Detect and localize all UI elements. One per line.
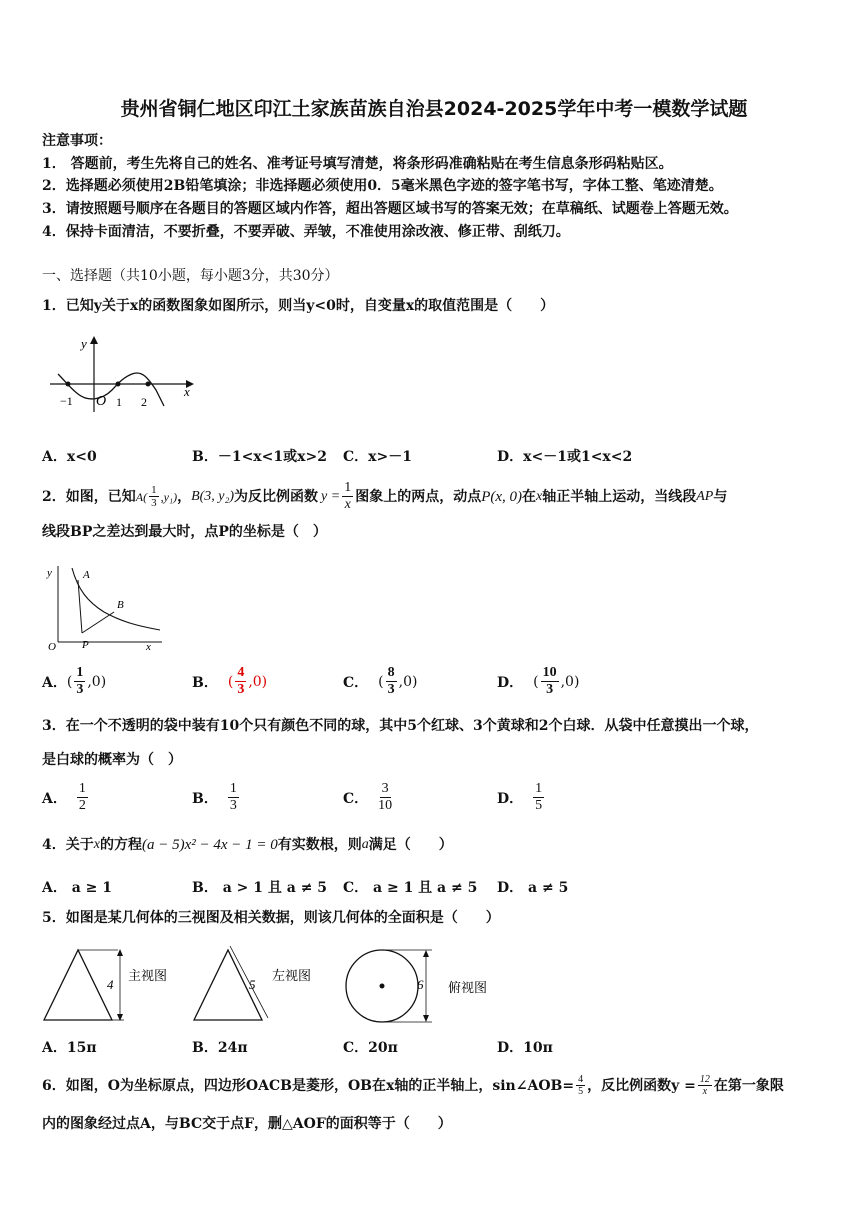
fraction-denominator: 3 — [237, 682, 245, 697]
option-fraction — [386, 665, 397, 698]
q3-option-b — [192, 781, 241, 814]
q2-text-on: 在 — [522, 488, 537, 505]
q1-graph-y-label: y — [81, 336, 87, 351]
q1-option-b: B．－1<x<1或x>2 — [192, 449, 327, 465]
fraction-numerator: 4 — [237, 665, 245, 680]
q5-front-height-label: 4 — [107, 977, 114, 992]
q2-point-a-start: A( — [135, 489, 148, 504]
q2-graph-x-label: x — [146, 641, 151, 652]
fraction-denominator: 3 — [387, 682, 395, 697]
q2-graph-y-label: y — [47, 567, 52, 579]
q4-option-a: A． a ≥ 1 — [42, 880, 113, 896]
fraction-denominator: 5 — [535, 798, 543, 813]
q2-text-func: 为反比例函数 — [234, 488, 319, 505]
q2-point-b: B(3, y₂) — [191, 488, 235, 504]
q6-sin-fraction — [576, 1074, 585, 1097]
q1-option-d: D．x<－1或1<x<2 — [497, 449, 633, 465]
q5-top-view-label: 俯视图 — [448, 980, 488, 995]
option-fraction — [541, 665, 559, 698]
q2-text-axis: 轴正半轴上运动，当线段 — [542, 488, 697, 505]
question-4-text — [42, 836, 453, 854]
q4-text-condition: 满足（ ） — [368, 837, 453, 853]
q4-option-d: D． a ≠ 5 — [497, 880, 569, 896]
q6-text-quadrant: 在第一象限 — [713, 1077, 784, 1094]
note-item: 4．保持卡面清洁，不要折叠，不要弄破、弄皱，不准使用涂改液、修正带、刮纸刀。 — [42, 224, 570, 240]
q4-equation: (a − 5)x² − 4x − 1 = 0 — [141, 837, 278, 853]
q2-option-d — [497, 665, 579, 698]
q4-text-lead: 4．关于 — [42, 837, 94, 853]
option-tail: ,0) — [248, 673, 268, 690]
q5-three-views-figure — [40, 944, 492, 1026]
q1-graph-tick-2: 2 — [141, 395, 147, 409]
q2-text-lead: 2．如图，已知 — [42, 488, 136, 505]
fraction-numerator: 1 — [78, 781, 86, 796]
option-paren: ( — [227, 673, 234, 690]
q2-option-a — [42, 665, 106, 698]
fraction-numerator: 1 — [344, 480, 352, 495]
fraction-denominator: x — [344, 497, 351, 512]
option-fraction — [533, 781, 544, 814]
q4-text-equation-label: 的方程 — [99, 837, 142, 853]
fraction-numerator: 1 — [151, 484, 157, 496]
q2-point-a-fraction — [149, 484, 159, 509]
page-title: 贵州省铜仁地区印江土家族苗族自治县2024-2025学年中考一模数学试题 — [120, 98, 748, 120]
fraction-denominator: 2 — [78, 798, 86, 813]
question-1-text: 1．已知y关于x的函数图象如图所示，则当y<0时，自变量x的取值范围是（ ） — [42, 298, 555, 314]
option-fraction — [378, 781, 392, 814]
note-item: 1． 答题前，考生先将自己的姓名、准考证号填写清楚，将条形码准确粘贴在考生信息条形码粘贴区。 — [42, 156, 673, 172]
fraction-denominator: 10 — [378, 798, 393, 813]
fraction-denominator: 3 — [151, 497, 157, 509]
option-label: A． — [42, 674, 67, 691]
q3-option-c — [343, 781, 394, 814]
fraction-numerator: 8 — [387, 665, 395, 680]
question-2-line-1 — [42, 480, 727, 513]
q5-option-c: C．20π — [343, 1040, 398, 1056]
fraction-numerator: 4 — [578, 1074, 584, 1085]
fraction-numerator: 10 — [542, 665, 557, 680]
q1-option-a: A．x<0 — [42, 449, 97, 465]
q6-text-func: ，反比例函数y = — [587, 1077, 696, 1094]
fraction-numerator: 12 — [699, 1074, 710, 1085]
option-tail: ,0) — [398, 673, 418, 690]
fraction-denominator: 3 — [76, 682, 84, 697]
q2-text-and: 与 — [713, 488, 728, 505]
q2-point-p: P(x, 0) — [481, 488, 523, 505]
q2-graph-origin-label: O — [48, 641, 56, 652]
q4-option-c: C． a ≥ 1 且 a ≠ 5 — [343, 880, 478, 896]
option-label: B． — [192, 674, 218, 691]
q6-k-fraction — [698, 1074, 712, 1097]
option-label: A． — [42, 790, 67, 807]
question-6-line-1 — [42, 1074, 784, 1097]
notes-heading: 注意事项： — [42, 133, 112, 149]
q3-option-d — [497, 781, 546, 814]
option-label: C． — [343, 674, 369, 691]
option-paren: ( — [533, 673, 539, 690]
question-6-line-2: 内的图象经过点A，与BC交于点F，删△AOF的面积等于（ ） — [42, 1116, 452, 1132]
option-label: C． — [343, 790, 369, 807]
fraction-numerator: 1 — [535, 781, 543, 796]
q5-option-a: A．15π — [42, 1040, 97, 1056]
q5-left-slant-label: 5 — [249, 977, 256, 992]
q1-function-graph — [44, 334, 204, 414]
q5-option-d: D．10π — [497, 1040, 553, 1056]
option-paren: ( — [66, 673, 73, 690]
question-2-line-2: 线段BP之差达到最大时，点P的坐标是（ ） — [42, 524, 327, 540]
option-fraction — [228, 781, 239, 814]
q2-option-b — [192, 665, 267, 698]
option-fraction — [77, 781, 88, 814]
question-3-line-2: 是白球的概率为（ ） — [42, 752, 182, 768]
q2-graph-point-a: A — [83, 569, 90, 581]
fraction-numerator: 3 — [381, 781, 389, 796]
option-label: D． — [497, 790, 524, 807]
q1-option-c: C．x>－1 — [343, 449, 412, 465]
note-item: 3．请按照题号顺序在各题目的答题区域内作答，超出答题区域书写的答案无效；在草稿纸、试题卷上答题无效。 — [42, 201, 738, 217]
q4-a-var: a — [361, 837, 369, 852]
option-label: D． — [497, 674, 524, 691]
fraction-denominator: 5 — [578, 1086, 584, 1097]
q2-point-a-end: ,y₁) — [160, 489, 178, 504]
q2-text-comma: ， — [177, 488, 192, 505]
q3-option-a — [42, 781, 90, 814]
q1-graph-origin-label: O — [96, 394, 107, 409]
fraction-numerator: 1 — [229, 781, 237, 796]
q1-graph-x-label: x — [184, 384, 190, 399]
option-tail: ,0) — [560, 673, 580, 690]
q1-graph-tick-neg1: −1 — [60, 394, 73, 408]
q5-option-b: B．24π — [192, 1040, 248, 1056]
note-item: 2．选择题必须使用2B铅笔填涂；非选择题必须使用0．5毫米黑色字迹的签字笔书写，字体工整、笔迹清楚。 — [42, 178, 723, 194]
q4-option-b: B． a > 1 且 a ≠ 5 — [192, 880, 328, 896]
q5-left-view-label: 左视图 — [272, 968, 312, 983]
q2-func-fraction — [342, 480, 353, 513]
q2-inverse-function-graph — [42, 560, 172, 652]
option-fraction — [235, 665, 246, 698]
q4-x-var: x — [93, 837, 100, 852]
option-label: B． — [192, 790, 218, 807]
question-3-line-1: 3．在一个不透明的袋中装有10个只有颜色不同的球，其中5个红球、3个黄球和2个白球．从袋中任意摸出一个球， — [42, 718, 759, 734]
q2-graph-point-b: B — [117, 599, 124, 611]
q2-x-var: x — [536, 488, 543, 504]
fraction-denominator: x — [702, 1086, 708, 1097]
q1-graph-tick-1: 1 — [116, 395, 122, 409]
q5-top-diameter-label: 6 — [417, 977, 424, 992]
option-fraction — [74, 665, 85, 698]
fraction-denominator: 3 — [546, 682, 554, 697]
q5-front-view-label: 主视图 — [128, 968, 168, 983]
option-tail: ,0) — [87, 673, 107, 690]
fraction-numerator: 1 — [76, 665, 84, 680]
question-5-text: 5．如图是某几何体的三视图及相关数据，则该几何体的全面积是（ ） — [42, 910, 500, 926]
q2-segment-ap: AP — [696, 488, 714, 504]
q4-text-roots: 有实数根，则 — [277, 837, 362, 853]
q6-text-lead: 6．如图，O为坐标原点，四边形OACB是菱形，OB在x轴的正半轴上，sin∠AOB= — [42, 1077, 575, 1094]
q2-func-lhs: y = — [321, 488, 341, 504]
option-paren: ( — [378, 673, 384, 690]
q2-option-c — [343, 665, 417, 698]
fraction-denominator: 3 — [229, 798, 237, 813]
section-heading: 一、选择题（共10小题，每小题3分，共30分） — [42, 268, 339, 284]
q2-text-points: 图象上的两点，动点 — [355, 488, 482, 505]
q2-graph-point-p: P — [82, 639, 89, 651]
